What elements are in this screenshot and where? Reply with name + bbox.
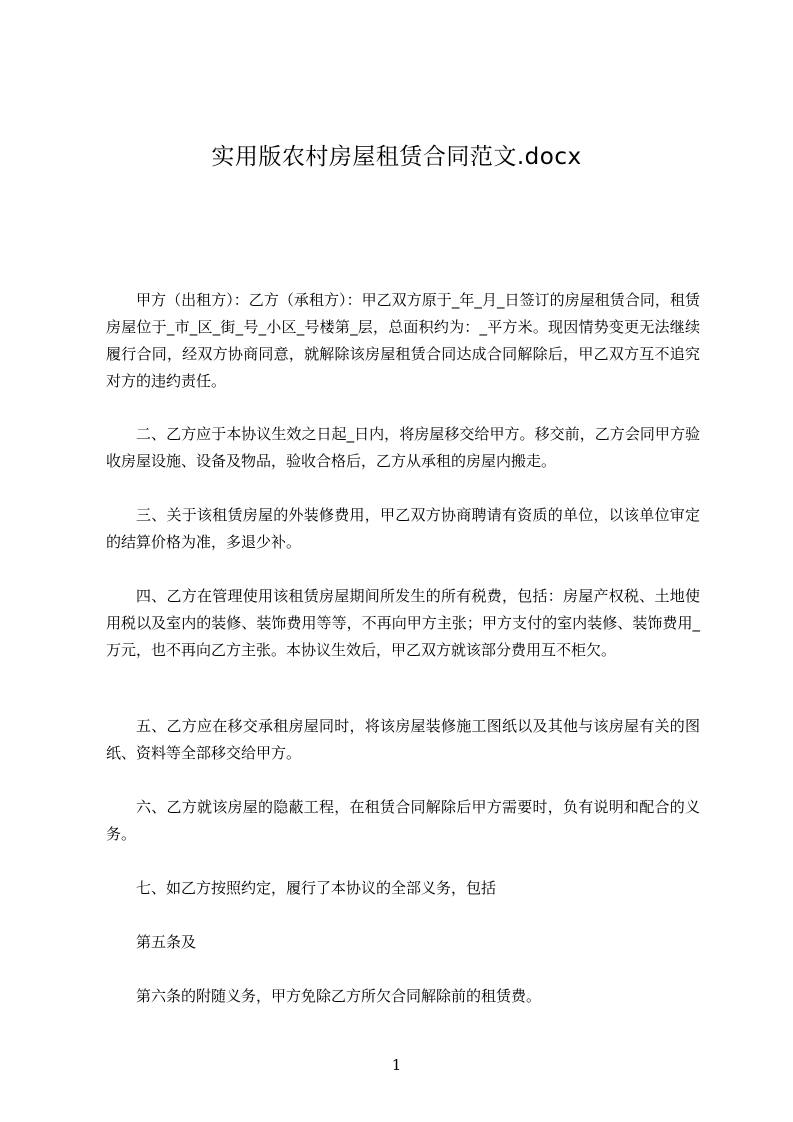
- paragraph-intro: 甲方（出租方）：乙方（承租方）：甲乙双方原于_年_月_日签订的房屋租赁合同，租赁房屋位于_市_区_街_号_小区_号楼第_层，总面积约为：_平方米。现因情势变更无法继续履行合同，经双方协商同意，就解除该房屋租赁合同达成合同解除后，甲乙双方互不追究对方的违约责任。: [106, 291, 700, 390]
- paragraph-clause-7: 七、如乙方按照约定，履行了本协议的全部义务，包括: [136, 879, 497, 897]
- document-title: 实用版农村房屋租赁合同范文.docx: [211, 144, 582, 170]
- paragraph-clause-6: 六、乙方就该房屋的隐蔽工程，在租赁合同解除后甲方需要时，负有说明和配合的义务。: [106, 798, 700, 843]
- paragraph-clause-5: 五、乙方应在移交承租房屋同时，将该房屋装修施工图纸以及其他与该房屋有关的图纸、资料等全部移交给甲方。: [106, 717, 700, 762]
- paragraph-clause-7-cont-2: 第六条的附随义务，甲方免除乙方所欠合同解除前的租赁费。: [136, 987, 542, 1005]
- page-number: 1: [391, 1056, 402, 1074]
- paragraph-clause-4: 四、乙方在管理使用该租赁房屋期间所发生的所有税费，包括：房屋产权税、土地使用税以及室内的装修、装饰费用等等，不再向甲方主张；甲方支付的室内装修、装饰费用_万元，也不再向乙方主张。本协议生效后，甲乙双方就该部分费用互不柜欠。: [106, 587, 700, 659]
- paragraph-clause-2: 二、乙方应于本协议生效之日起_日内，将房屋移交给甲方。移交前，乙方会同甲方验收房屋设施、设备及物品，验收合格后，乙方从承租的房屋内搬走。: [106, 425, 700, 470]
- paragraph-clause-3: 三、关于该租赁房屋的外装修费用，甲乙双方协商聘请有资质的单位，以该单位审定的结算价格为准，多退少补。: [106, 506, 700, 551]
- paragraph-clause-7-cont-1: 第五条及: [136, 933, 197, 951]
